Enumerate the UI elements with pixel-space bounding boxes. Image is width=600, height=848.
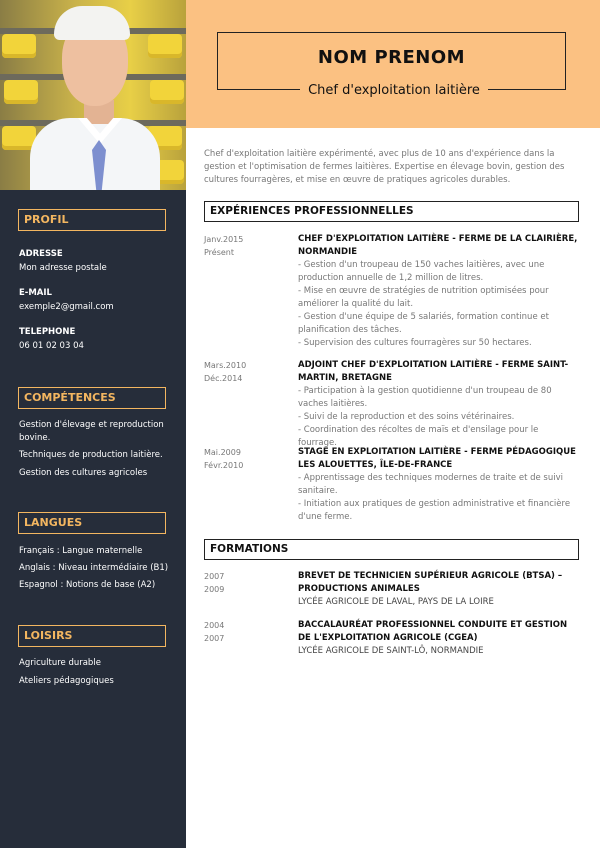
- email-label: E-MAIL: [19, 288, 52, 298]
- experience-dates: Mai.2009 Févr.2010: [204, 448, 244, 470]
- header: [186, 0, 600, 128]
- language-item: Espagnol : Notions de base (A2): [19, 580, 156, 590]
- skill-item: Gestion des cultures agricoles: [19, 468, 148, 478]
- phone-label: TELEPHONE: [19, 327, 76, 337]
- competences-heading: COMPÉTENCES: [18, 387, 166, 409]
- formation-title: BACCALAURÉAT PROFESSIONNEL CONDUITE ET GESTION DE L'EXPLOITATION AGRICOLE (CGEA): [298, 620, 568, 643]
- candidate-name: NOM PRENOM: [317, 47, 466, 68]
- job-title: Chef d'exploitation laitière: [300, 81, 488, 101]
- experience-title: STAGE EN EXPLOITATION LAITIÈRE - FERME PÉDAGOGIQUE LES ALOUETTES, ÎLE-DE-FRANCE: [298, 447, 576, 470]
- experience-dates: Mars.2010 Déc.2014: [204, 361, 247, 383]
- skill-item: Gestion d'élevage et reproduction bovine.: [19, 420, 164, 443]
- email-value: exemple2@gmail.com: [19, 302, 114, 312]
- formation-school: LYCÉE AGRICOLE DE LAVAL, PAYS DE LA LOIRE: [298, 597, 494, 607]
- hobby-item: Ateliers pédagogiques: [19, 676, 114, 686]
- loisirs-heading: LOISIRS: [18, 625, 166, 647]
- language-item: Français : Langue maternelle: [19, 546, 143, 556]
- formation-title: BREVET DE TECHNICIEN SUPÉRIEUR AGRICOLE (BTSA) – PRODUCTIONS ANIMALES: [298, 571, 563, 594]
- formation-dates: 2004 2007: [204, 621, 225, 643]
- experience-dates: Janv.2015 Présent: [204, 235, 244, 257]
- experience-description: - Gestion d'un troupeau de 150 vaches laitières, avec une production annuelle de 1,2 million de litres. - Mise en œuvre de stratégies de nutrition optimisées pour améliorer la qualité du lait. - Gestion d'une équipe de 5 salariés, formation continue et planification des tâches. - Supervision des cultures fourragères sur 50 hectares.: [298, 260, 549, 348]
- formation-school: LYCÉE AGRICOLE DE SAINT-LÔ, NORMANDIE: [298, 646, 484, 656]
- experience-description: - Participation à la gestion quotidienne d'un troupeau de 80 vaches laitières. - Suivi de la reproduction et des soins vétérinaires. - Coordination des récoltes de maïs et d'ensilage pour le fourrage.: [298, 386, 552, 448]
- profile-photo: [0, 0, 186, 190]
- hobby-item: Agriculture durable: [19, 658, 101, 668]
- sidebar: [0, 190, 186, 848]
- langues-heading: LANGUES: [18, 512, 166, 534]
- language-item: Anglais : Niveau intermédiaire (B1): [19, 563, 169, 573]
- experiences-heading: EXPÉRIENCES PROFESSIONNELLES: [204, 201, 579, 222]
- cap: [54, 6, 130, 40]
- experience-title: CHEF D'EXPLOITATION LAITIÈRE - FERME DE LA CLAIRIÈRE, NORMANDIE: [298, 234, 578, 257]
- formation-dates: 2007 2009: [204, 572, 225, 594]
- skill-item: Techniques de production laitière.: [19, 450, 163, 460]
- profile-summary: Chef d'exploitation laitière expérimenté, avec plus de 10 ans d'expérience dans la gestion et l'optimisation de fermes laitières. Expertise en élevage bovin, gestion des cultures fourragères, et mise en œuvre de pratiques agricoles durables.: [204, 149, 565, 185]
- experience-description: - Apprentissage des techniques modernes de traite et de suivi sanitaire. - Initiation aux pratiques de gestion administrative et financière d'une ferme.: [298, 473, 571, 522]
- formations-heading: FORMATIONS: [204, 539, 579, 560]
- address-label: ADRESSE: [19, 249, 63, 259]
- address-value: Mon adresse postale: [19, 263, 107, 273]
- experience-title: ADJOINT CHEF D'EXPLOITATION LAITIÈRE - FERME SAINT-MARTIN, BRETAGNE: [298, 360, 569, 383]
- phone-value: 06 01 02 03 04: [19, 341, 84, 351]
- profil-heading: PROFIL: [18, 209, 166, 231]
